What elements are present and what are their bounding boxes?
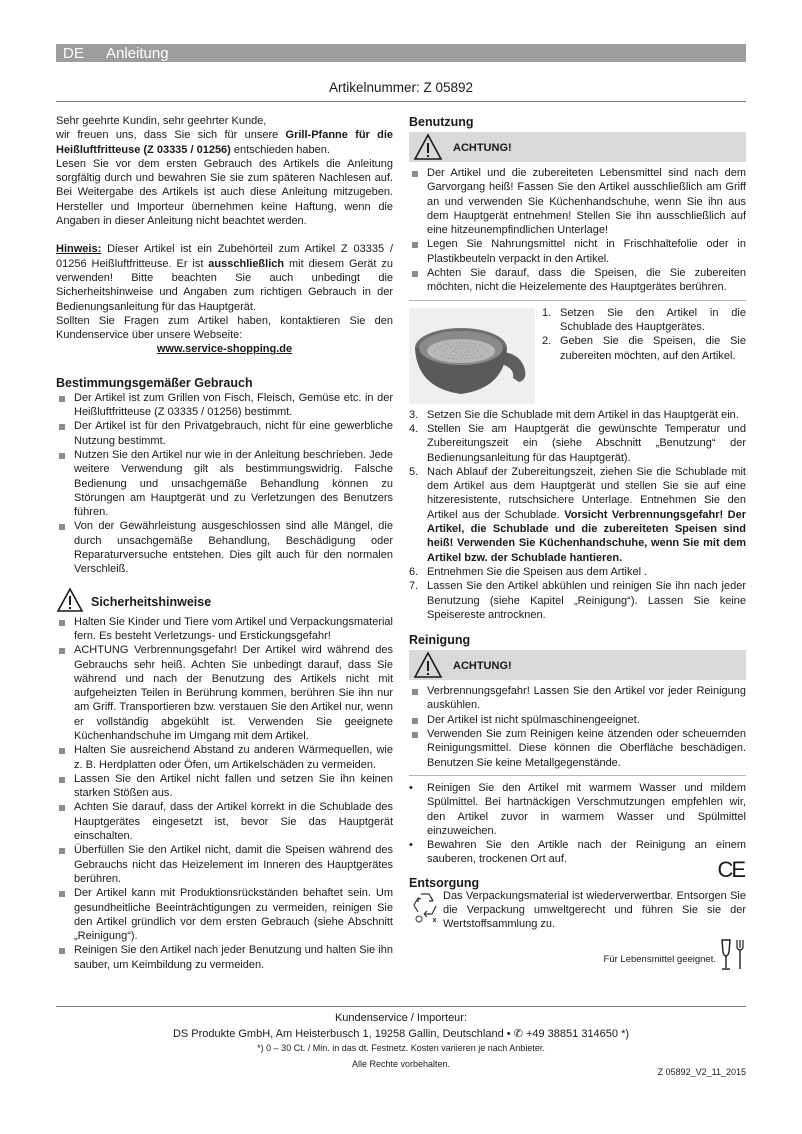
usage-warning-list (409, 166, 746, 295)
list-item: Der Artikel ist nicht spülmaschinengeeignet. (409, 713, 746, 727)
document-number: Z 05892_V2_11_2015 (657, 1067, 746, 1077)
footer-divider (56, 1006, 746, 1007)
hint-paragraph: Hinweis: Dieser Artikel ist ein Zubehörteil zum Artikel Z 03335 / 01256 Heißluftfritteuse. Er ist ausschließlich mit diesem Gerät zu verwenden! Bitte beachten Sie auch unbedingt die Sicherheitshinweise und Angaben zum richtigen Gebrauch in der Bedienungsanleitung für das Hauptgerät. (56, 243, 393, 313)
list-item: Der Artikel und die zubereiteten Lebensmittel sind nach dem Garvorgang heiß! Fassen Sie den Artikel ausschließlich am Griff an und verwenden Sie Küchenhandschuhe, wenn Sie ihn aus dem Hauptgerät entnehmen! Stellen Sie ihn ausschließlich auf eine hitzeunempfindlichen Unterlage! (409, 166, 746, 237)
disposal-text: Das Verpackungsmaterial ist wiederverwertbar. Entsorgen Sie die Verpackung umweltgerecht und führen Sie sie der Wertstoffsammlung zu. (443, 889, 746, 931)
hint-label: Hinweis: (56, 243, 102, 256)
list-item: Nutzen Sie den Artikel nur wie in der Anleitung beschrieben. Jede weitere Verwendung gilt als bestimmungswidrig. Falsche Bedienung und unsachgemäße Behandlung können zu Störungen am Hauptgerät und zu Verletzungen des Benutzers führen. (56, 448, 393, 519)
intended-use-heading: Bestimmungsgemäßer Gebrauch (56, 375, 253, 390)
contact-paragraph: Sollten Sie Fragen zum Artikel haben, kontaktieren Sie den Kundenservice über unsere Webseite: (56, 314, 393, 342)
grill-pan-image (409, 308, 535, 404)
product-name: Grill-Pfanne für die Heißluftfritteuse (Z 03335 / 01256) (56, 129, 394, 156)
intended-use-list (56, 391, 393, 577)
cleaning-instructions (409, 781, 746, 867)
ce-mark-icon: CE (717, 856, 744, 882)
cleaning-warning-box (409, 650, 746, 680)
step-item: 7. Lassen Sie den Artikel abkühlen und reinigen Sie ihn nach jeder Benutzung (siehe Kapitel „Reinigung“). Lassen Sie keine Speisereste antrocknen. (409, 580, 746, 621)
list-item: Verbrennungsgefahr! Lassen Sie den Artikel vor jeder Reinigung auskühlen. (409, 684, 746, 713)
disposal-row (409, 889, 746, 932)
list-item: • Reinigen Sie den Artikel mit warmem Wasser und mildem Spülmittel. Bei hartnäckigen Verschmutzungen empfehlen wir, den Artikel zuvor in warmem Wasser und Spülmittel einzuweichen. (409, 781, 746, 838)
usage-warning-box (409, 132, 746, 162)
footer-rights: Alle Rechte vorbehalten. (351, 1059, 451, 1069)
list-item: Überfüllen Sie den Artikel nicht, damit die Speisen während des Gebrauchs nicht das Heizelement im Inneren des Hauptgerätes berühren. (56, 843, 393, 886)
list-item: ACHTUNG Verbrennungsgefahr! Der Artikel wird während des Gebrauchs sehr heiß. Achten Sie unbedingt darauf, dass Sie während und nach der Benutzung des Artikels nicht mit aufgeheizten Teilen in Berührung kommen, berühren Sie ihn nur am Griff. Transportieren bzw. verstauen Sie den Artikel nur, wenn er vollständig abgekühlt ist. Verwenden Sie geeignete Küchenhandschuhe im Umgang mit dem Artikel. (56, 643, 393, 743)
website-link[interactable]: www.service-shopping.de (156, 343, 293, 356)
article-number: Artikelnummer: Z 05892 (328, 80, 474, 95)
list-item: Der Artikel kann mit Produktionsrückständen behaftet sein. Um gesundheitliche Beeinträchtigungen zu vermeiden, reinigen Sie den Artikel gründlich vor dem ersten Gebrauch (siehe Abschnitt „Reinigung“). (56, 886, 393, 943)
footer-address: DS Produkte GmbH, Am Heisterbusch 1, 19258 Gallin, Deutschland • ✆ +49 38851 314650 *) (172, 1028, 630, 1040)
intro-paragraph: wir freuen uns, dass Sie sich für unsere Grill-Pfanne für die Heißluftfritteuse (Z 03335 / 01256) entschieden haben. (56, 129, 394, 156)
safety-heading: Sicherheitshinweise (91, 594, 212, 609)
step-item: 6. Entnehmen Sie die Speisen aus dem Artikel . (409, 565, 648, 578)
grill-pan-illustration (409, 308, 535, 404)
disposal-heading-row (409, 856, 746, 890)
step-item: 5. Nach Ablauf der Zubereitungszeit, ziehen Sie die Schublade mit dem Artikel aus dem Hauptgerät und stellen Sie sie auf eine hitzeresistente, rutschsichere Unterlage. Entnehmen Sie den Artikel aus der Schublade. Vorsicht Verbrennungsgefahr! Der Artikel, die Schublade und die zubereiteten Speisen sind heiß! Verwenden Sie Küchenhandschuhe, wenn Sie mit dem Artikel bzw. der Schublade hantieren. (409, 465, 746, 564)
list-item: Der Artikel ist zum Grillen von Fisch, Fleisch, Gemüse etc. in der Heißluftfritteuse (Z 03335 / 01256) bestimmt. (56, 391, 393, 420)
safety-heading-row (56, 587, 393, 615)
list-item: Legen Sie Nahrungsmittel nicht in Frischhaltefolie oder in Plastikbeuteln verpackt in den Artikel. (409, 237, 746, 266)
warning-icon (413, 133, 443, 161)
usage-heading: Benutzung (409, 115, 474, 129)
step-item: 1. Setzen Sie den Artikel in die Schublade des Hauptgerätes. (542, 306, 746, 333)
step-item: 2. Geben Sie die Speisen, die Sie zubereiten möchten, auf den Artikel. (542, 335, 746, 362)
read-instructions-paragraph: Lesen Sie vor dem ersten Gebrauch des Artikels die Anleitung sorgfältig durch und bewahren Sie sie zum späteren Nachlesen auf. Bei Weitergabe des Artikels ist auch diese Anleitung mitzugeben. Hersteller und Importeur übernehmen keine Haftung, wenn die Angaben in dieser Anleitung nicht beachtet werden. (56, 157, 393, 228)
steps-with-image (542, 306, 746, 363)
footer-service: Kundenservice / Importeur: (334, 1012, 468, 1024)
food-safe-icon (720, 938, 746, 972)
step-item: 3. Setzen Sie die Schublade mit dem Artikel in das Hauptgerät ein. (409, 408, 739, 421)
left-column (56, 114, 393, 972)
safety-list (56, 615, 393, 972)
divider (409, 775, 746, 776)
warning-icon (56, 587, 84, 613)
usage-illustration-row (409, 306, 746, 408)
cleaning-heading: Reinigung (409, 633, 471, 648)
warning-label: ACHTUNG! (453, 660, 512, 673)
list-item: • Bewahren Sie den Artikle nach der Reinigung an einem sauberen, trockenen Ort auf. (409, 838, 746, 867)
recycling-icon (411, 890, 441, 924)
food-safe-label: Für Lebensmittel geeignet. (603, 953, 716, 965)
list-item: Achten Sie darauf, dass die Speisen, die Sie zubereiten möchten, nicht die Heizelemente des Hauptgerätes berühren. (409, 266, 746, 295)
list-item: Verwenden Sie zum Reinigen keine ätzenden oder scheuernden Reinigungsmittel. Diese können die Oberfläche beschädigen. Benutzen Sie keine Metallgegenstände. (409, 727, 746, 770)
right-column (409, 114, 746, 972)
list-item: Lassen Sie den Artikel nicht fallen und setzen Sie ihn keinen starken Stößen aus. (56, 772, 393, 801)
usage-steps (409, 408, 746, 622)
greeting: Sehr geehrte Kundin, sehr geehrter Kunde, (56, 115, 267, 127)
list-item: Halten Sie ausreichend Abstand zu anderen Wärmequellen, wie z. B. Herdplatten oder Öfen, um Artikelschäden zu vermeiden. (56, 743, 393, 772)
step-item: 4. Stellen Sie am Hauptgerät die gewünschte Temperatur und Zubereitungszeit ein (siehe Abschnitt „Benutzung“ der Bedienungsanleitung für das Hauptgerät). (409, 422, 746, 464)
disposal-heading: Entsorgung (409, 875, 480, 890)
footer-note: *) 0 – 30 Ct. / Min. in das dt. Festnetz. Kosten variieren je nach Anbieter. (257, 1043, 545, 1053)
list-item: Reinigen Sie den Artikel nach jeder Benutzung und halten Sie ihn sauber, um Keimbildung zu vermeiden. (56, 943, 393, 972)
cleaning-warning-list (409, 684, 746, 770)
list-item: Achten Sie darauf, dass der Artikel korrekt in die Schublade des Hauptgerätes eingesetzt ist, bevor Sie das Hauptgerät einschalten. (56, 800, 393, 843)
warning-icon (413, 651, 443, 679)
header-divider (56, 101, 746, 102)
list-item: Halten Sie Kinder und Tiere vom Artikel und Verpackungsmaterial fern. Es besteht Verletzungs- und Erstickungsgefahr! (56, 615, 393, 644)
list-item: Von der Gewährleistung ausgeschlossen sind alle Mängel, die durch unsachgemäße Behandlung, Beschädigung oder Reparaturversuche entstehen. Dies gilt auch für den normalen Verschleiß. (56, 519, 393, 576)
language-code: DE (63, 45, 84, 62)
food-safe-row (409, 938, 746, 972)
list-item: Der Artikel ist für den Privatgebrauch, nicht für eine gewerbliche Nutzung bestimmt. (56, 419, 393, 448)
divider (409, 300, 746, 301)
header-title: Anleitung (106, 45, 169, 62)
warning-label: ACHTUNG! (453, 142, 512, 154)
